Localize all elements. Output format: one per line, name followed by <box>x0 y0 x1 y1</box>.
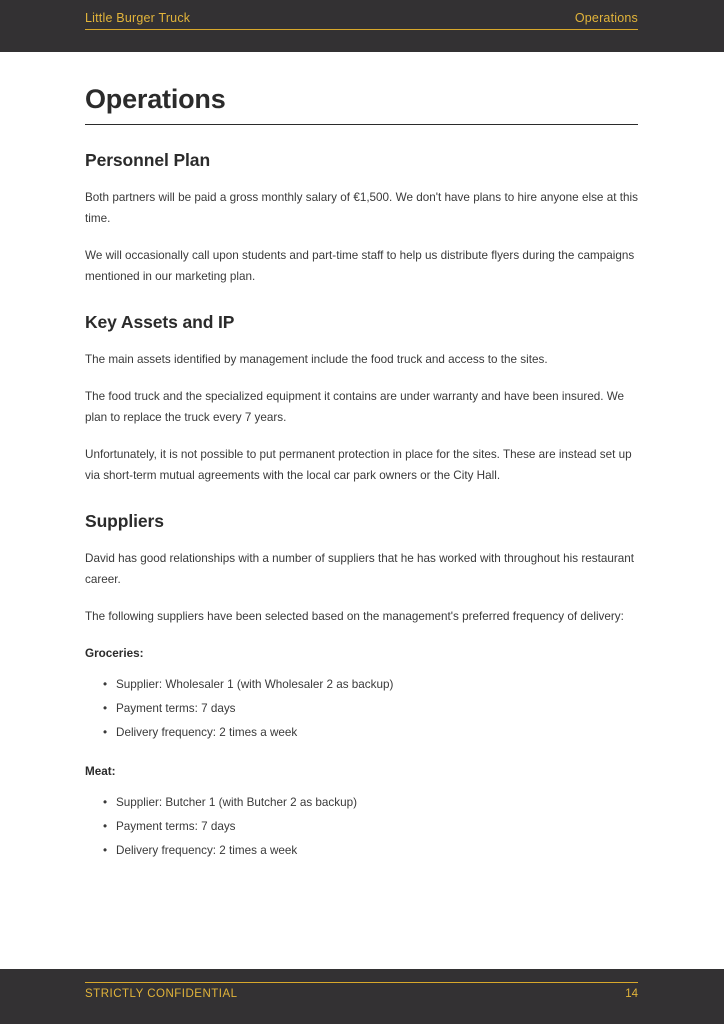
paragraph-suppliers-1: David has good relationships with a number of suppliers that he has worked with throughout his restaurant career. <box>85 552 634 586</box>
page-footer <box>0 969 724 1024</box>
section-heading-personnel-plan: Personnel Plan <box>85 150 211 170</box>
supplier-group-label-groceries: Groceries: <box>85 647 144 660</box>
list-item: • Supplier: Wholesaler 1 (with Wholesaler 2 as backup) <box>103 673 638 697</box>
list-item: • Delivery frequency: 2 times a week <box>103 721 638 745</box>
paragraph-personnel-1: Both partners will be paid a gross monthly salary of €1,500. We don't have plans to hire anyone else at this time. <box>85 191 638 225</box>
page-header <box>0 0 724 52</box>
supplier-group-label-meat: Meat: <box>85 765 116 778</box>
page-title: Operations <box>85 84 226 114</box>
title-divider <box>85 124 638 125</box>
supplier-list-meat <box>85 791 638 863</box>
section-heading-suppliers: Suppliers <box>85 511 164 531</box>
header-section-label: Operations <box>574 11 638 25</box>
list-item: • Payment terms: 7 days <box>103 815 638 839</box>
paragraph-key-assets-3: Unfortunately, it is not possible to put permanent protection in place for the sites. These are instead set up via short-term mutual agreements with the local car park owners or the City Hall. <box>85 448 632 482</box>
document-content <box>0 52 724 969</box>
section-heading-key-assets-and-ip: Key Assets and IP <box>85 312 235 332</box>
paragraph-suppliers-2: The following suppliers have been selected based on the management's preferred frequency of delivery: <box>85 610 624 623</box>
footer-content <box>85 982 638 1002</box>
list-item: • Delivery frequency: 2 times a week <box>103 839 638 863</box>
paragraph-key-assets-2: The food truck and the specialized equipment it contains are under warranty and have been insured. We plan to replace the truck every 7 years. <box>85 390 625 424</box>
list-item: • Supplier: Butcher 1 (with Butcher 2 as backup) <box>103 791 638 815</box>
header-content <box>85 11 638 30</box>
list-item: • Payment terms: 7 days <box>103 697 638 721</box>
paragraph-personnel-2: We will occasionally call upon students and part-time staff to help us distribute flyers during the campaigns mentioned in our marketing plan. <box>85 249 635 283</box>
footer-confidentiality-label: STRICTLY CONFIDENTIAL <box>85 988 238 1000</box>
supplier-list-groceries <box>85 673 638 745</box>
paragraph-key-assets-1: The main assets identified by management include the food truck and access to the sites. <box>85 353 548 366</box>
header-document-title: Little Burger Truck <box>85 11 191 25</box>
footer-page-number: 14 <box>625 988 638 1000</box>
